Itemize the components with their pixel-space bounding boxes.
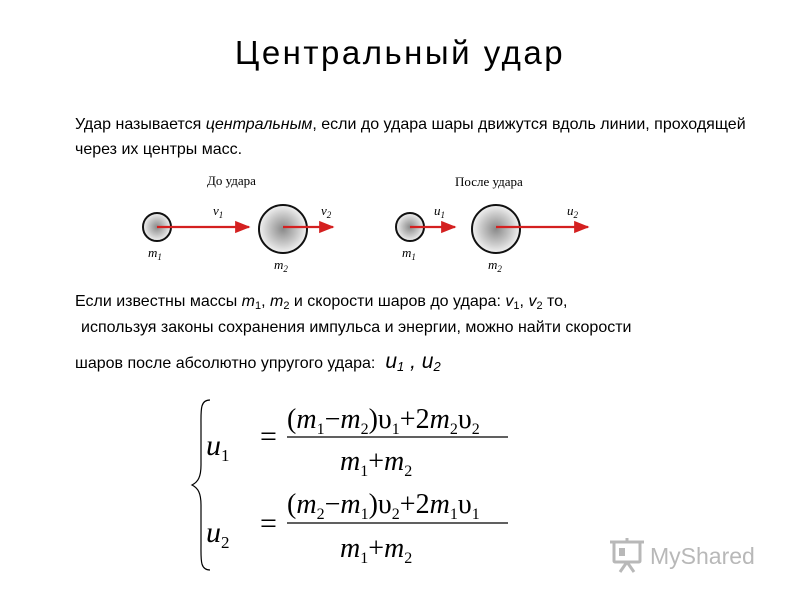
eq2-denominator: $m_1+m_2$ bbox=[340, 533, 413, 567]
mass-sub-1: 1 bbox=[254, 300, 262, 312]
eq2-equals: = bbox=[260, 507, 277, 540]
m1-label-before: $m_1$ bbox=[148, 245, 162, 262]
velocity-symbol-1: v bbox=[505, 293, 514, 310]
u-sub-1: 1 bbox=[397, 359, 405, 374]
mass-symbol-2: m bbox=[270, 293, 284, 310]
myshared-logo bbox=[606, 534, 776, 578]
eq1-denominator: $m_1+m_2$ bbox=[340, 446, 413, 480]
definition-before: Удар называется bbox=[75, 116, 206, 133]
u-sub-2: 2 bbox=[433, 359, 441, 374]
definition-emphasis: центральным bbox=[205, 116, 313, 133]
m2-label-before: $m_2$ bbox=[274, 257, 288, 274]
conditions-line-2: используя законы сохранения импульса и энергии, можно найти скорости bbox=[81, 319, 632, 336]
logo-text: MyShared bbox=[650, 543, 755, 569]
collision-diagram bbox=[142, 168, 592, 286]
velocity-formulas bbox=[190, 395, 530, 575]
conditions-line-3 bbox=[75, 350, 441, 374]
before-collision-label: До удара bbox=[207, 173, 256, 188]
ball-m2-after bbox=[472, 205, 520, 253]
definition-after: , если до удара шары движутся вдоль линии, проходящей через их центры масс. bbox=[75, 116, 746, 158]
conditions-mid: и скорости шаров до удара: bbox=[289, 293, 506, 310]
u-symbol-1: u bbox=[385, 350, 398, 373]
u2-label: $u_2$ bbox=[567, 203, 578, 220]
v1-label: $v_1$ bbox=[213, 203, 224, 220]
after-collision-label: После удара bbox=[455, 174, 523, 189]
eq2-numerator: $(m_2-m_1)\upsilon_2+2m_1\upsilon_1$ bbox=[287, 489, 480, 523]
conditions-line-1 bbox=[75, 293, 568, 312]
v2-label: $v_2$ bbox=[321, 203, 332, 220]
mass-symbol-1: m bbox=[241, 293, 255, 310]
u-symbol-2: u bbox=[421, 350, 434, 373]
m2-label-after: $m_2$ bbox=[488, 257, 502, 274]
eq2-lhs: $u_2$ bbox=[206, 516, 230, 552]
eq1-equals: = bbox=[260, 420, 277, 453]
u1-label: $u_1$ bbox=[434, 203, 445, 220]
eq1-numerator: $(m_1-m_2)\upsilon_1+2m_2\upsilon_2$ bbox=[287, 404, 480, 438]
presentation-board-icon bbox=[610, 538, 644, 572]
comma-1: , bbox=[261, 293, 270, 310]
comma-2: , bbox=[519, 293, 529, 310]
ball-m2-before bbox=[259, 205, 307, 253]
eq1-lhs: $u_1$ bbox=[206, 429, 230, 465]
page-title: Центральный удар bbox=[234, 34, 566, 71]
definition-paragraph bbox=[75, 112, 775, 162]
velocity-sub-1: 1 bbox=[513, 300, 520, 312]
conditions-line-3-text: шаров после абсолютно упругого удара: bbox=[75, 355, 376, 372]
velocity-sub-2: 2 bbox=[536, 300, 543, 312]
conditions-prefix: Если известны массы bbox=[75, 293, 242, 310]
u-comma: , bbox=[404, 350, 422, 373]
conditions-suffix: то, bbox=[542, 293, 568, 310]
unknown-velocities bbox=[385, 350, 440, 373]
velocity-symbol-2: v bbox=[528, 293, 537, 310]
m1-label-after: $m_1$ bbox=[402, 245, 416, 262]
mass-sub-2: 2 bbox=[283, 300, 290, 312]
